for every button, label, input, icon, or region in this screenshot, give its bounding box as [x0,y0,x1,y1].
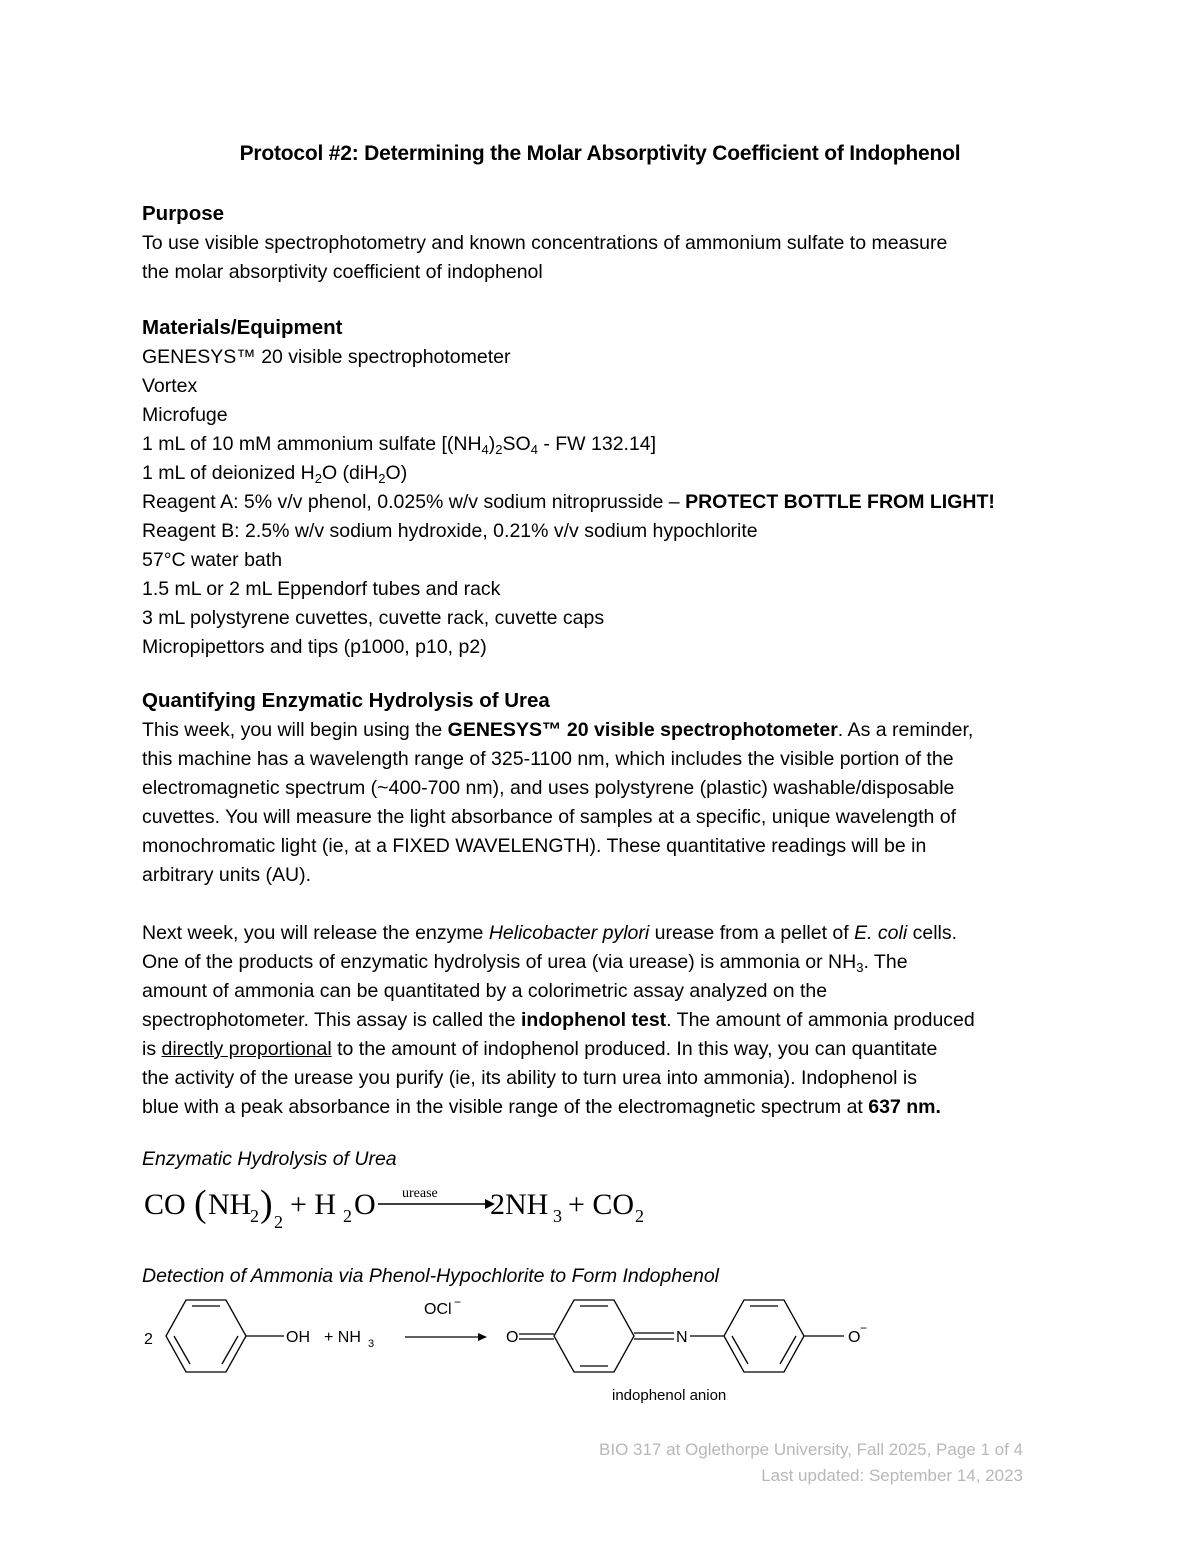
text-run: cells. [907,922,958,944]
equation2-label: Detection of Ammonia via Phenol-Hypochlorite to Form Indophenol [142,1265,719,1287]
purpose-text-line-2: the molar absorptivity coefficient of indophenol [142,261,543,283]
paragraph-line [142,1006,1062,1035]
phenoxide-ring [690,1300,844,1372]
imine-nitrogen-label: N [676,1329,688,1346]
text-run: is [142,1038,162,1060]
subscript: 4 [530,442,538,457]
paragraph-spacer [142,890,1062,919]
paragraph-line [142,919,1062,948]
quantifying-heading: Quantifying Enzymatic Hydrolysis of Urea [142,689,550,712]
text-run: Next week, you will release the enzyme [142,922,489,944]
text-run: Reagent A: 5% v/v phenol, 0.025% w/v sodium nitroprusside – [142,491,686,513]
instrument-name: GENESYS™ 20 visible spectrophotometer [447,719,838,741]
species-name: Helicobacter pylori [488,922,650,944]
text-run: . The [863,951,908,973]
text-run: 1 mL of deionized H [142,462,315,484]
hypochlorite-charge: − [454,1295,462,1309]
paragraph-line: monochromatic light (ie, at a FIXED WAVELENGTH). These quantitative readings will be in [142,835,927,857]
materials-item: 57°C water bath [142,549,283,571]
eq1-enzyme: urease [402,1186,438,1201]
eq1-product-nh: 2NH [490,1188,549,1221]
text-run: urease from a pellet of [649,922,855,944]
eq1-o: O [354,1188,376,1221]
text-run: SO [502,433,531,455]
eq1-sub: 3 [553,1206,562,1226]
product-label: indophenol anion [612,1387,727,1404]
paragraph-line: cuvettes. You will measure the light absorbance of samples at a specific, unique wavelength of [142,806,957,828]
text-run: - FW 132.14] [537,433,657,455]
eq1-sub: 2 [250,1206,259,1226]
paragraph-line: arbitrary units (AU). [142,864,312,886]
subscript: 2 [378,471,386,486]
subscript: 2 [495,442,503,457]
materials-item: GENESYS™ 20 visible spectrophotometer [142,346,511,368]
carbonyl-oxygen-label: O [506,1329,519,1346]
species-name: E. coli [854,922,908,944]
ammonia-label: + NH [324,1329,361,1346]
light-warning: PROTECT BOTTLE FROM LIGHT! [685,491,995,513]
page-title: Protocol #2: Determining the Molar Absorptivity Coefficient of Indophenol [239,142,961,165]
hydroxyl-label: OH [286,1329,310,1346]
subscript: 3 [856,960,864,975]
materials-item: Microfuge [142,404,228,426]
quinone-ring [519,1300,674,1372]
materials-item: Vortex [142,375,198,397]
subscript: 4 [481,442,489,457]
paragraph-line: the activity of the urease you purify (ie, its ability to turn urea into ammonia). Indophenol is [142,1067,917,1089]
phenol-ring [166,1300,284,1372]
text-run: One of the products of enzymatic hydrolysis of urea (via urease) is ammonia or NH [142,951,857,973]
materials-item: Reagent B: 2.5% w/v sodium hydroxide, 0.21% v/v sodium hypochlorite [142,520,758,542]
materials-item: Micropipettors and tips (p1000, p10, p2) [142,636,487,658]
hypochlorite-label: OCl [424,1301,452,1318]
ammonia-subscript: 3 [368,1338,375,1350]
materials-item: 1.5 mL or 2 mL Eppendorf tubes and rack [142,578,501,600]
text-run: O) [385,462,408,484]
urea-hydrolysis-equation [140,1178,680,1238]
eq1-sub: 2 [635,1206,644,1226]
eq2-coefficient: 2 [144,1331,153,1348]
text-run: . The amount of ammonia produced [666,1009,975,1031]
text-run: blue with a peak absorbance in the visible range of the electromagnetic spectrum at [142,1096,869,1118]
paragraph-line [142,1035,1062,1064]
assay-name: indophenol test [521,1009,667,1031]
purpose-heading: Purpose [142,202,225,225]
text-run: O (diH [321,462,379,484]
paragraph-line: amount of ammonia can be quantitated by a colorimetric assay analyzed on the [142,980,828,1002]
quantifying-section [142,686,1062,1122]
materials-item: 3 mL polystyrene cuvettes, cuvette rack, cuvette caps [142,607,605,629]
text-run: ) [488,433,496,455]
subscript: 2 [314,471,322,486]
eq1-plus-h: + H [290,1188,337,1221]
materials-item-reagent-a [142,488,1062,517]
close-paren: ) [260,1183,273,1225]
text-run: This week, you will begin using the [142,719,448,741]
text-run: 1 mL of 10 mM ammonium sulfate [(NH [142,433,482,455]
purpose-text-line-1: To use visible spectrophotometry and known concentrations of ammonium sulfate to measure [142,232,948,254]
materials-heading: Materials/Equipment [142,316,343,339]
text-run: . As a reminder, [837,719,974,741]
phenoxide-charge: − [860,1321,868,1335]
eq1-plus-co: + CO [568,1188,635,1221]
paragraph-line [142,948,1062,977]
equation1-label: Enzymatic Hydrolysis of Urea [142,1148,397,1170]
paragraph-line [142,1093,1062,1122]
reaction-arrow-head [478,1333,487,1341]
open-paren: ( [194,1183,207,1225]
text-run: spectrophotometer. This assay is called the [142,1009,522,1031]
footer-course-page: BIO 317 at Oglethorpe University, Fall 2025, Page 1 of 4 [599,1440,1023,1459]
paragraph-line: electromagnetic spectrum (~400-700 nm), and uses polystyrene (plastic) washable/disposable [142,777,955,799]
materials-section [142,313,1062,662]
paragraph-line [142,716,1062,745]
materials-item-ammonium-sulfate [142,430,1062,459]
peak-wavelength: 637 nm. [868,1096,941,1118]
paragraph-line: this machine has a wavelength range of 325-1100 nm, which includes the visible portion of the [142,748,954,770]
eq1-sub: 2 [343,1206,352,1226]
emphasis-underlined: directly proportional [161,1038,332,1060]
indophenol-reaction-diagram [140,1292,880,1407]
footer-last-updated: Last updated: September 14, 2023 [761,1466,1023,1485]
page-footer [599,1437,1023,1489]
purpose-section [142,199,1062,287]
eq1-nh: NH [208,1188,252,1221]
eq1-co: CO [144,1188,186,1221]
phenoxide-oxygen-label: O [848,1329,861,1346]
eq1-sub: 2 [274,1212,283,1232]
text-run: to the amount of indophenol produced. In this way, you can quantitate [331,1038,938,1060]
materials-item-water [142,459,1062,488]
